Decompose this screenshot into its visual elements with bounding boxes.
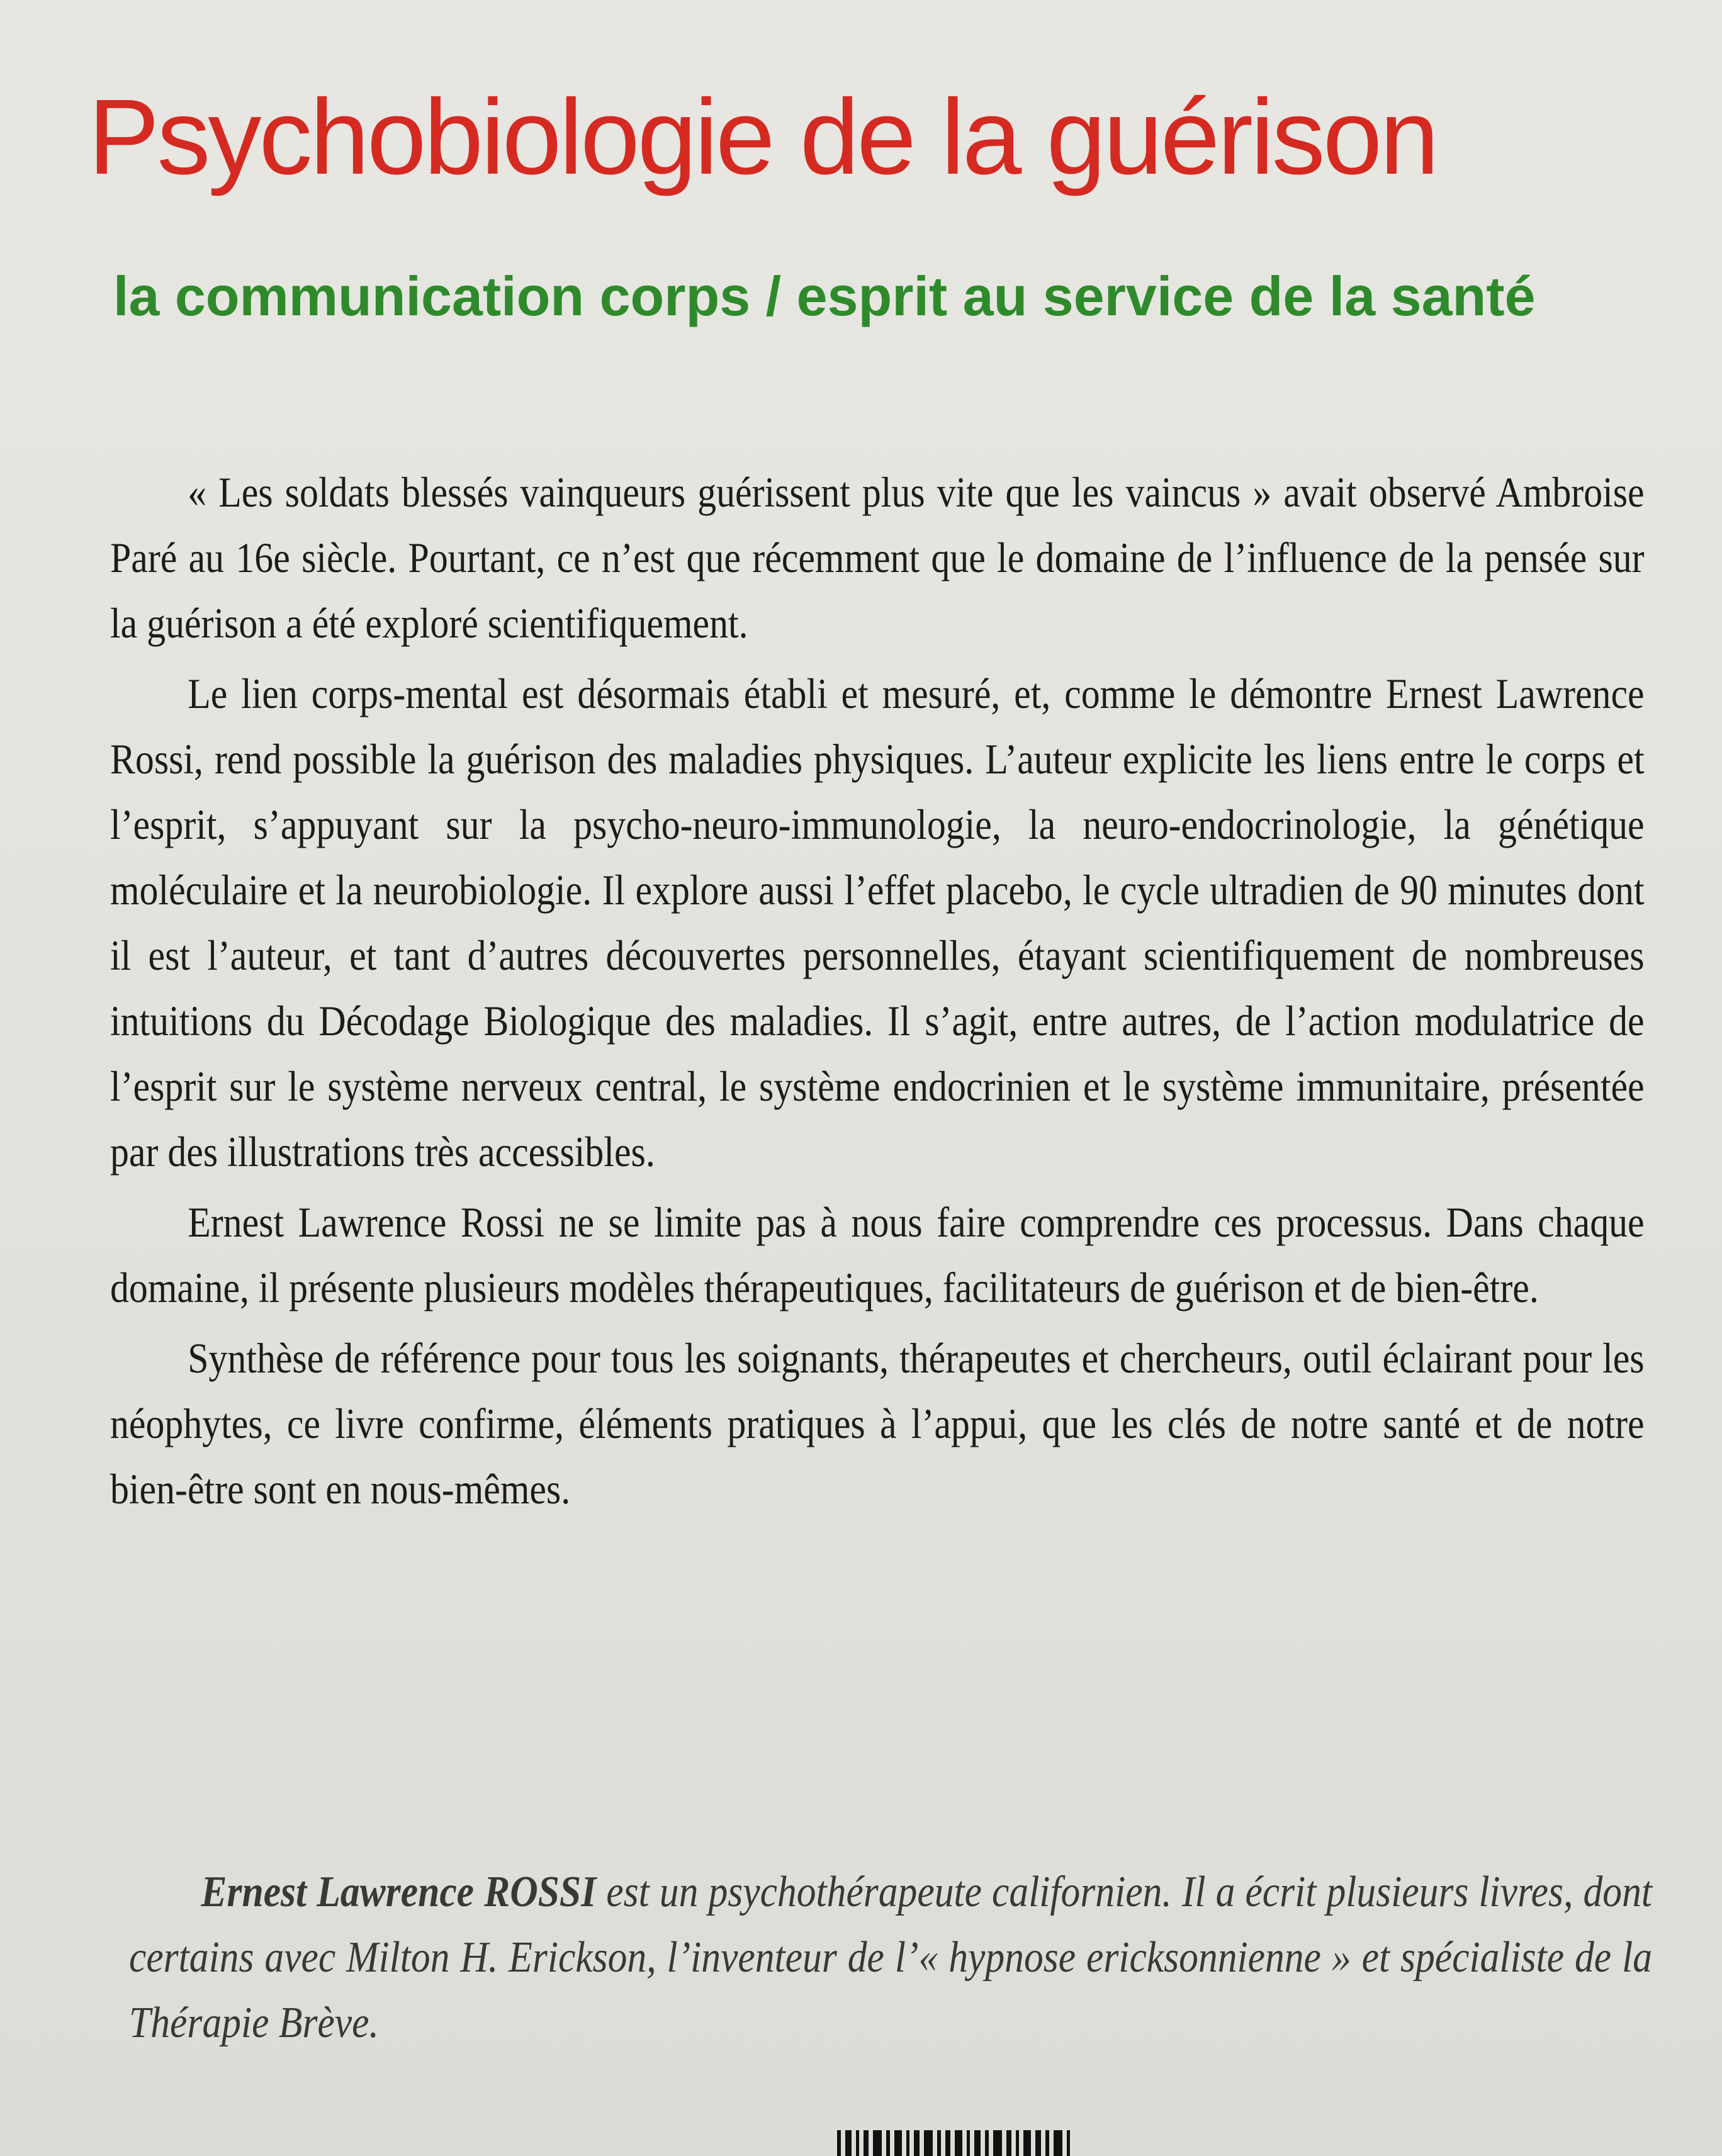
description-paragraph-1: « Les soldats blessés vainqueurs guérissent plus vite que les vaincus » avait observé Ambroise Paré au 16e siècle. Pourtant, ce n’est que récemment que le domaine de l’influence de la pensée sur la guérison a été exploré scientifiquement. <box>110 468 1645 647</box>
book-title: Psychobiologie de la guérison <box>88 77 1437 197</box>
book-description <box>110 459 1646 1527</box>
description-paragraph-2: Le lien corps-mental est désormais établi et mesuré, et, comme le démontre Ernest Lawrence Rossi, rend possible la guérison des maladies physiques. L’auteur explicite les liens entre le corps et l’esprit, s’appuyant sur la psycho-neuro-immunologie, la neuro-endocrinologie, la génétique moléculaire et la neurobiologie. Il explore aussi l’effet placebo, le cycle ultradien de 90 minutes dont il est l’auteur, et tant d’autres découvertes personnelles, étayant scientifiquement de nombreuses intuitions du Décodage Biologique des maladies. Il s’agit, entre autres, de l’action modulatrice de l’esprit sur le système nerveux central, le système endocrinien et le système immunitaire, présentée par des illustrations très accessibles. <box>110 670 1645 1176</box>
author-name: Ernest Lawrence ROSSI <box>201 1868 597 1916</box>
description-paragraph-4: Synthèse de référence pour tous les soignants, thérapeutes et chercheurs, outil éclairant pour les néophytes, ce livre confirme, éléments pratiques à l’appui, que les clés de notre santé et de notre bien-être sont en nous-mêmes. <box>110 1334 1645 1513</box>
author-bio <box>129 1860 1652 2056</box>
author-bio-text: est un psychothérapeute californien. Il a écrit plusieurs livres, dont certains avec Milton H. Erickson, l’inventeur de l’« hypnose ericksonnienne » et spécialiste de la Thérapie Brève. <box>129 1868 1653 2047</box>
description-paragraph-3: Ernest Lawrence Rossi ne se limite pas à nous faire comprendre ces processus. Dans chaque domaine, il présente plusieurs modèles thérapeutiques, facilitateurs de guérison et de bien-être. <box>110 1198 1645 1311</box>
author-bio-paragraph <box>129 1860 1652 2056</box>
book-subtitle: la communication corps / esprit au service de la santé <box>113 265 1536 327</box>
barcode <box>837 2130 1164 2156</box>
